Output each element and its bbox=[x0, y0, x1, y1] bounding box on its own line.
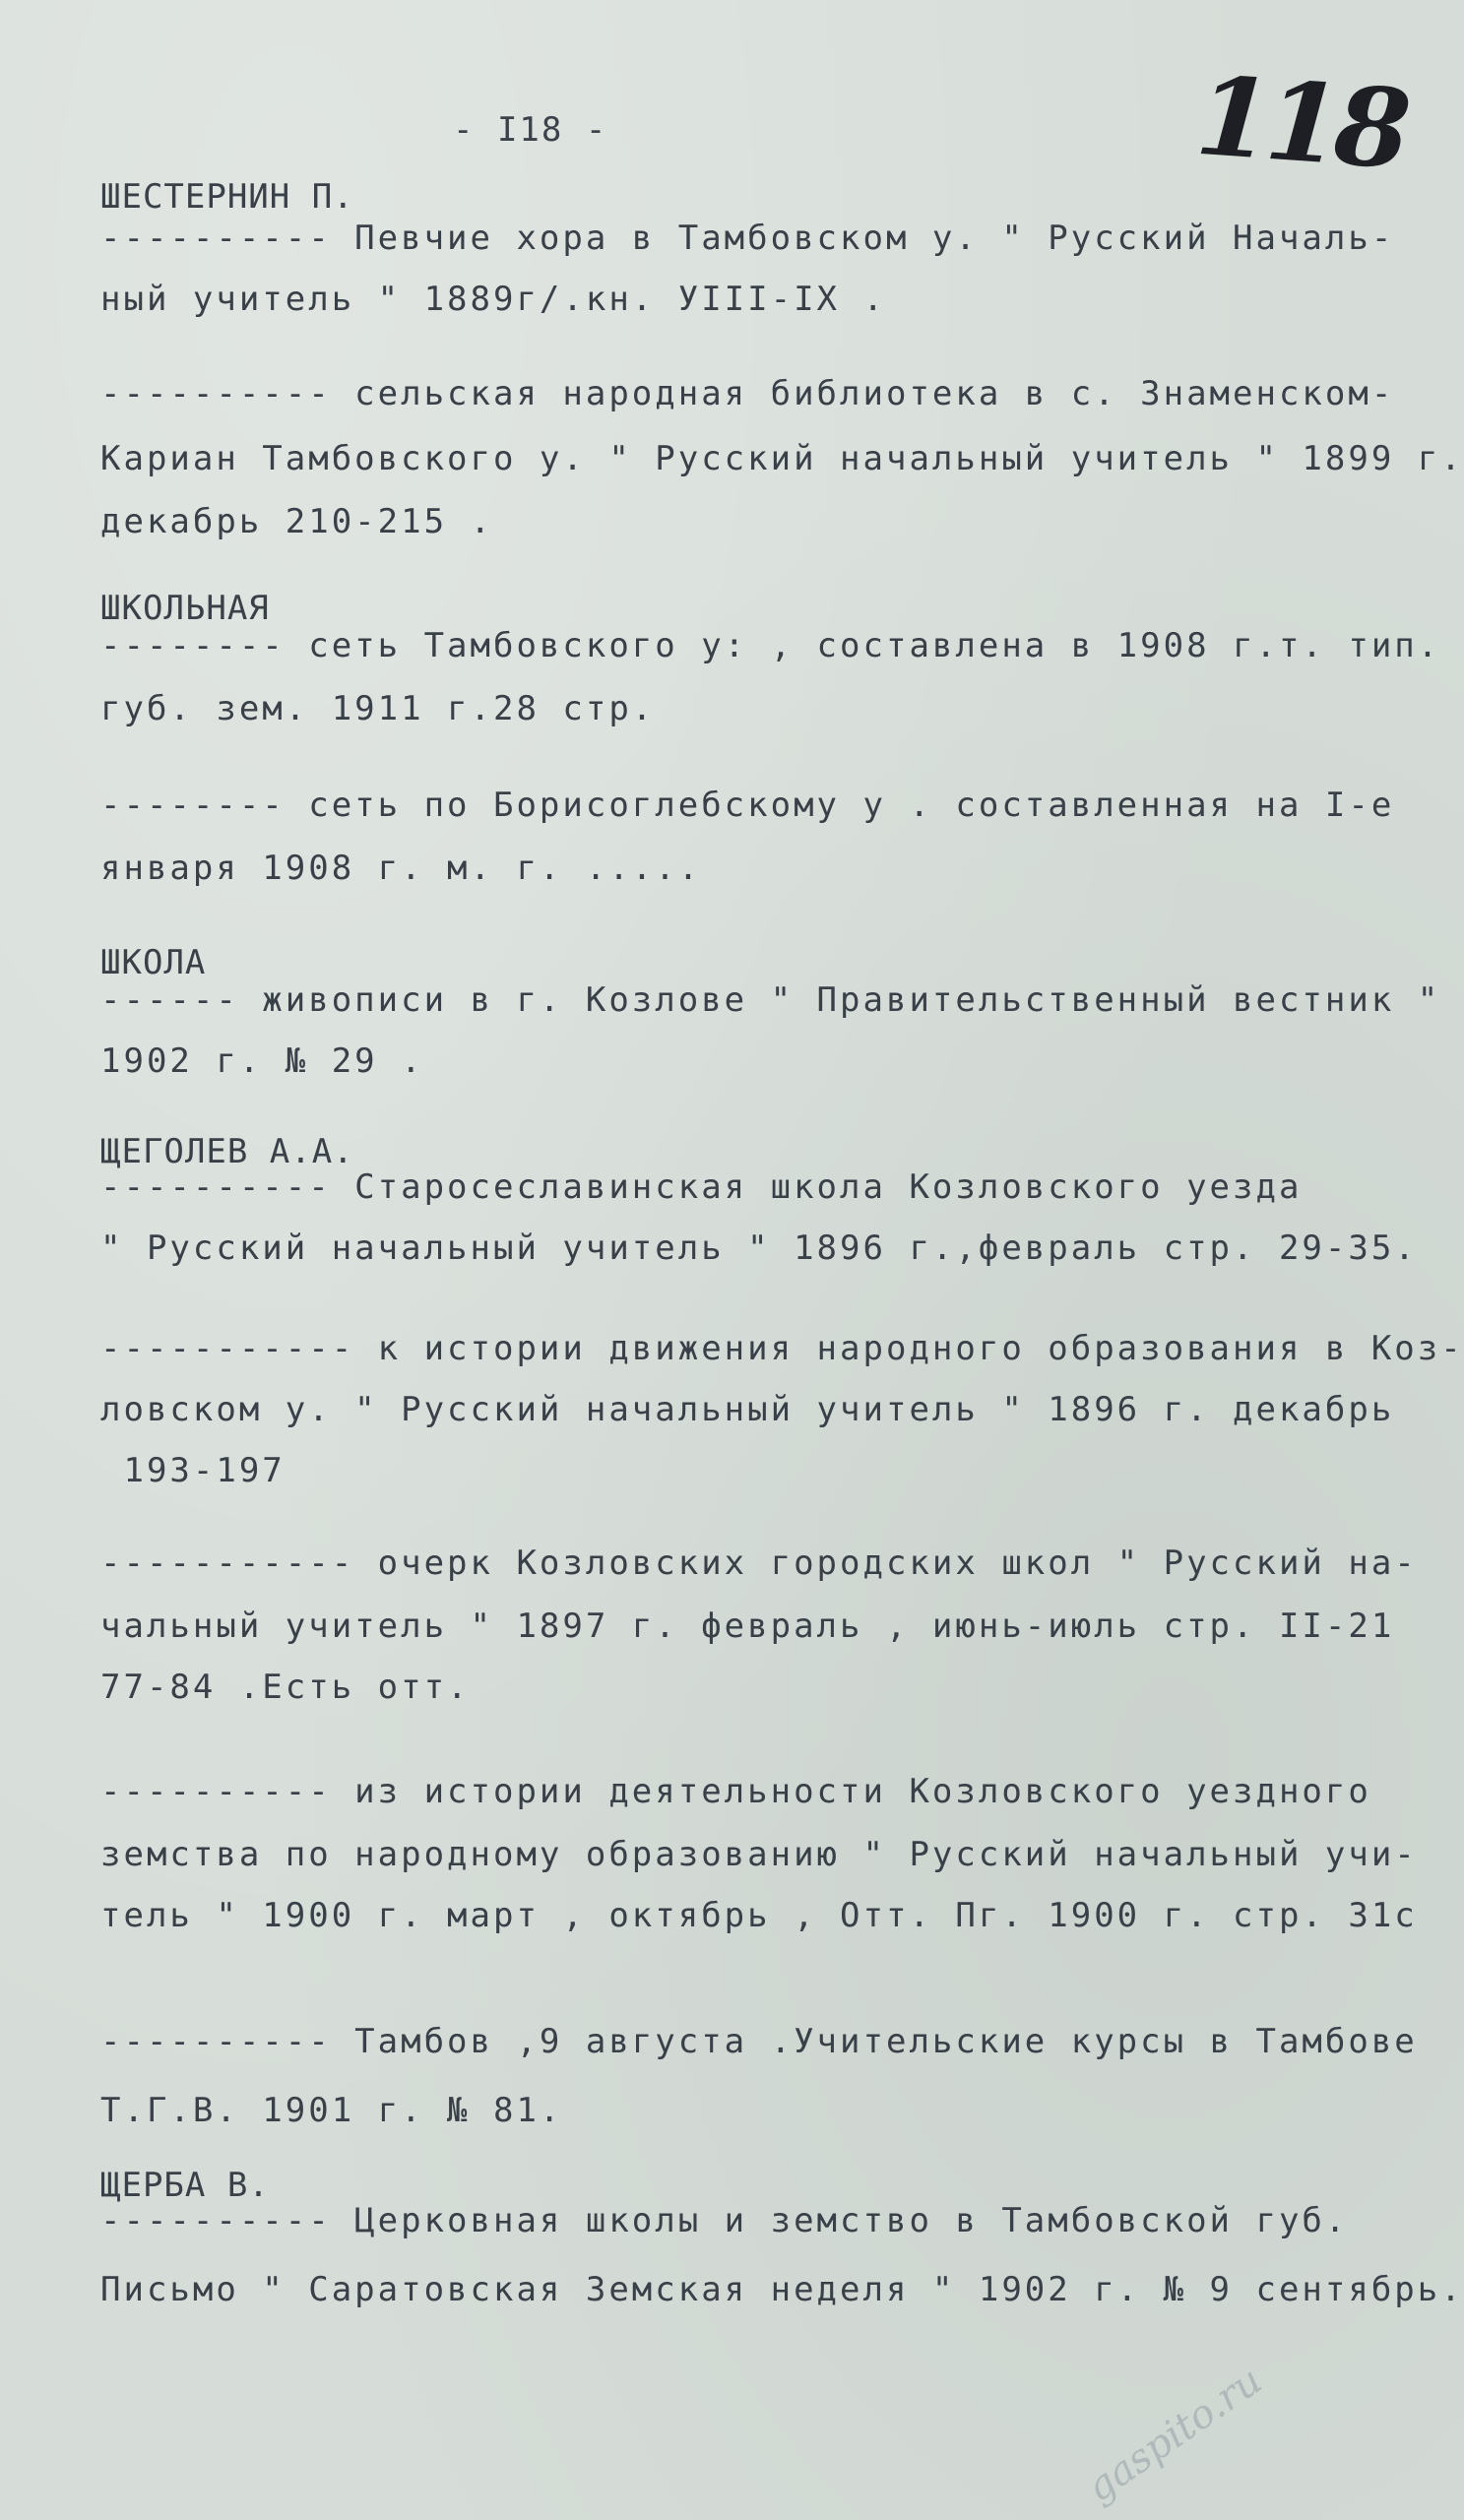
entry-line: Т.Г.В. 1901 г. № 81. bbox=[100, 2091, 563, 2130]
entry-line: ------ живописи в г. Козлове " Правительственный вестник " bbox=[100, 980, 1441, 1020]
entry-line: ----------- к истории движения народного образования в Коз- bbox=[100, 1329, 1464, 1368]
entry-line: " Русский начальный учитель " 1896 г.,февраль стр. 29-35. bbox=[100, 1228, 1418, 1268]
entry-line: губ. зем. 1911 г.28 стр. bbox=[100, 689, 656, 728]
entry-heading: ШЕСТЕРНИН П. bbox=[100, 177, 354, 217]
entry-heading: ШКОЛА bbox=[100, 943, 207, 982]
entry-line: декабрь 210-215 . bbox=[100, 502, 493, 541]
entry-line: ный учитель " 1889г/.кн. УIII-IX . bbox=[100, 280, 886, 319]
entry-line: ---------- Церковная школы и земство в Тамбовской губ. bbox=[100, 2201, 1349, 2240]
entry-line: ---------- из истории деятельности Козловского уездного bbox=[100, 1772, 1371, 1811]
entry-heading: ЩЕГОЛЕВ А.А. bbox=[100, 1132, 354, 1171]
entry-line: ---------- Старосеславинская школа Козловского уезда bbox=[100, 1167, 1303, 1207]
entry-heading: ШКОЛЬНАЯ bbox=[100, 589, 270, 628]
entry-line: ---------- сельская народная библиотека в с. Знаменском- bbox=[100, 374, 1395, 413]
entry-line: земства по народному образованию " Русский начальный учи- bbox=[100, 1835, 1418, 1874]
handwritten-page-number: 118 bbox=[1191, 51, 1409, 194]
watermark: gaspito.ru bbox=[1078, 2358, 1271, 2511]
entry-line: ----------- очерк Козловских городских школ " Русский на- bbox=[100, 1544, 1418, 1583]
entry-line: января 1908 г. м. г. ..... bbox=[100, 849, 702, 888]
entry-line: чальный учитель " 1897 г. февраль , июнь-июль стр. II-21 bbox=[100, 1606, 1395, 1646]
entry-line: 193-197 bbox=[100, 1451, 286, 1490]
entry-line: -------- сеть по Борисоглебскому у . составленная на I-е bbox=[100, 786, 1395, 825]
entry-line: ловском у. " Русский начальный учитель " 1896 г. декабрь bbox=[100, 1390, 1395, 1429]
entry-line: ---------- Певчие хора в Тамбовском у. " Русский Началь- bbox=[100, 219, 1395, 258]
entry-line: тель " 1900 г. март , октябрь , Отт. Пг. 1900 г. стр. 31с bbox=[100, 1896, 1418, 1935]
entry-line: Письмо " Саратовская Земская неделя " 1902 г. № 9 сентябрь. bbox=[100, 2270, 1464, 2309]
entry-heading: ЩЕРБА В. bbox=[100, 2166, 270, 2205]
entry-line: 1902 г. № 29 . bbox=[100, 1041, 424, 1081]
entry-line: 77-84 .Есть отт. bbox=[100, 1668, 471, 1707]
entry-line: ---------- Тамбов ,9 августа .Учительские курсы в Тамбове bbox=[100, 2022, 1418, 2061]
entry-line: -------- сеть Тамбовского у: , составлена в 1908 г.т. тип. bbox=[100, 626, 1441, 665]
entry-line: Кариан Тамбовского у. " Русский начальный учитель " 1899 г. bbox=[100, 439, 1464, 478]
page-number: - I18 - bbox=[453, 110, 608, 150]
